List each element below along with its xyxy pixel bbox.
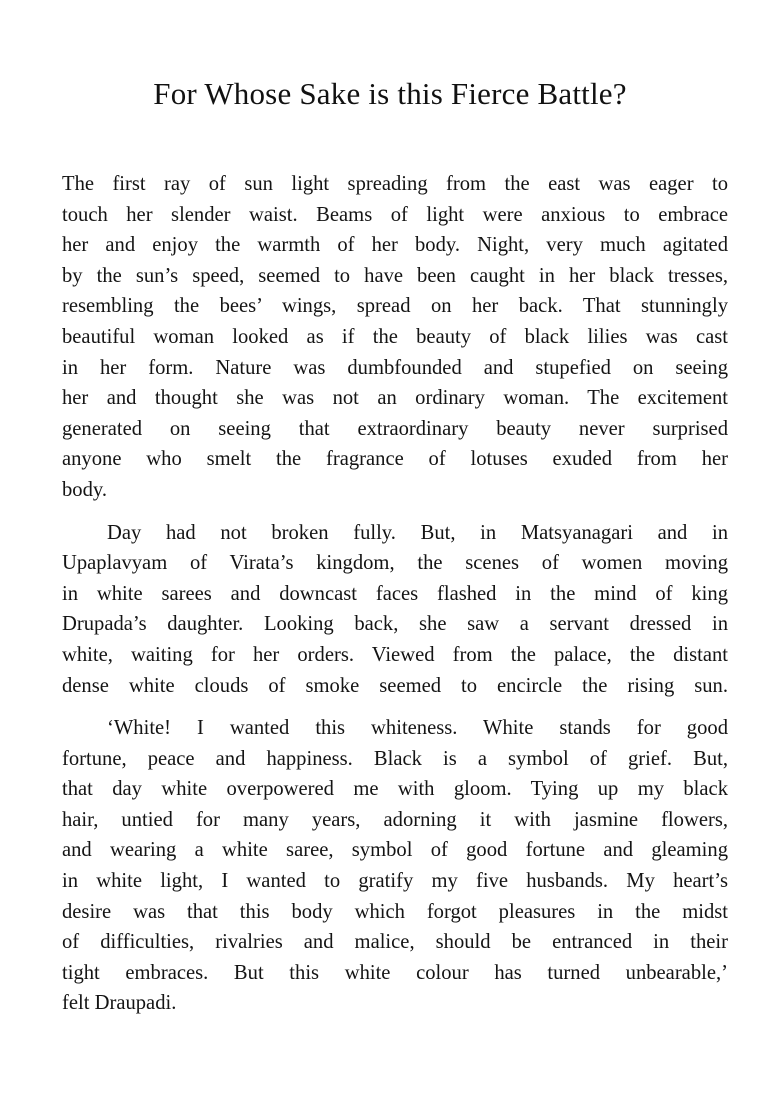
text-line: white, waiting for her orders. Viewed from the palace, the distant [62, 643, 728, 666]
text-line: dense white clouds of smoke seemed to encircle the rising sun. [62, 674, 728, 697]
text-line: her and enjoy the warmth of her body. Night, very much agitated [62, 234, 728, 257]
text-line: her and thought she was not an ordinary woman. The excitement [62, 387, 728, 410]
text-line: body. [62, 478, 107, 501]
text-line: in her form. Nature was dumbfounded and stupefied on seeing [62, 356, 728, 379]
chapter-body [62, 169, 728, 1031]
text-line: Day had not broken fully. But, in Matsyanagari and in [107, 521, 728, 544]
paragraph-3 [62, 713, 728, 1019]
paragraph-1 [62, 169, 728, 506]
text-line: ‘White! I wanted this whiteness. White stands for good [107, 717, 728, 740]
text-line: anyone who smelt the fragrance of lotuses exuded from her [62, 448, 728, 471]
text-line: tight embraces. But this white colour has turned unbearable,’ [62, 961, 728, 984]
text-line: Upaplavyam of Virata’s kingdom, the scenes of women moving [62, 552, 728, 575]
text-line: by the sun’s speed, seemed to have been caught in her black tresses, [62, 264, 728, 287]
text-line: touch her slender waist. Beams of light were anxious to embrace [62, 203, 728, 226]
text-line: beautiful woman looked as if the beauty of black lilies was cast [62, 325, 728, 348]
text-line: in white light, I wanted to gratify my five husbands. My heart’s [62, 870, 728, 893]
text-line: generated on seeing that extraordinary beauty never surprised [62, 417, 728, 440]
text-line: desire was that this body which forgot pleasures in the midst [62, 900, 728, 923]
text-line: hair, untied for many years, adorning it with jasmine flowers, [62, 808, 728, 831]
text-line: in white sarees and downcast faces flashed in the mind of king [62, 582, 728, 605]
text-line: resembling the bees’ wings, spread on her back. That stunningly [62, 295, 728, 318]
text-line: and wearing a white saree, symbol of good fortune and gleaming [62, 839, 728, 862]
text-line: felt Draupadi. [62, 992, 177, 1015]
text-line: that day white overpowered me with gloom. Tying up my black [62, 778, 728, 801]
chapter-title: For Whose Sake is this Fierce Battle? [153, 76, 627, 111]
text-line: fortune, peace and happiness. Black is a symbol of grief. But, [62, 747, 728, 770]
text-line: Drupada’s daughter. Looking back, she saw a servant dressed in [62, 613, 728, 636]
paragraph-2 [62, 518, 728, 702]
text-line: of difficulties, rivalries and malice, should be entranced in their [62, 931, 728, 954]
text-line: The first ray of sun light spreading from the east was eager to [62, 173, 728, 195]
